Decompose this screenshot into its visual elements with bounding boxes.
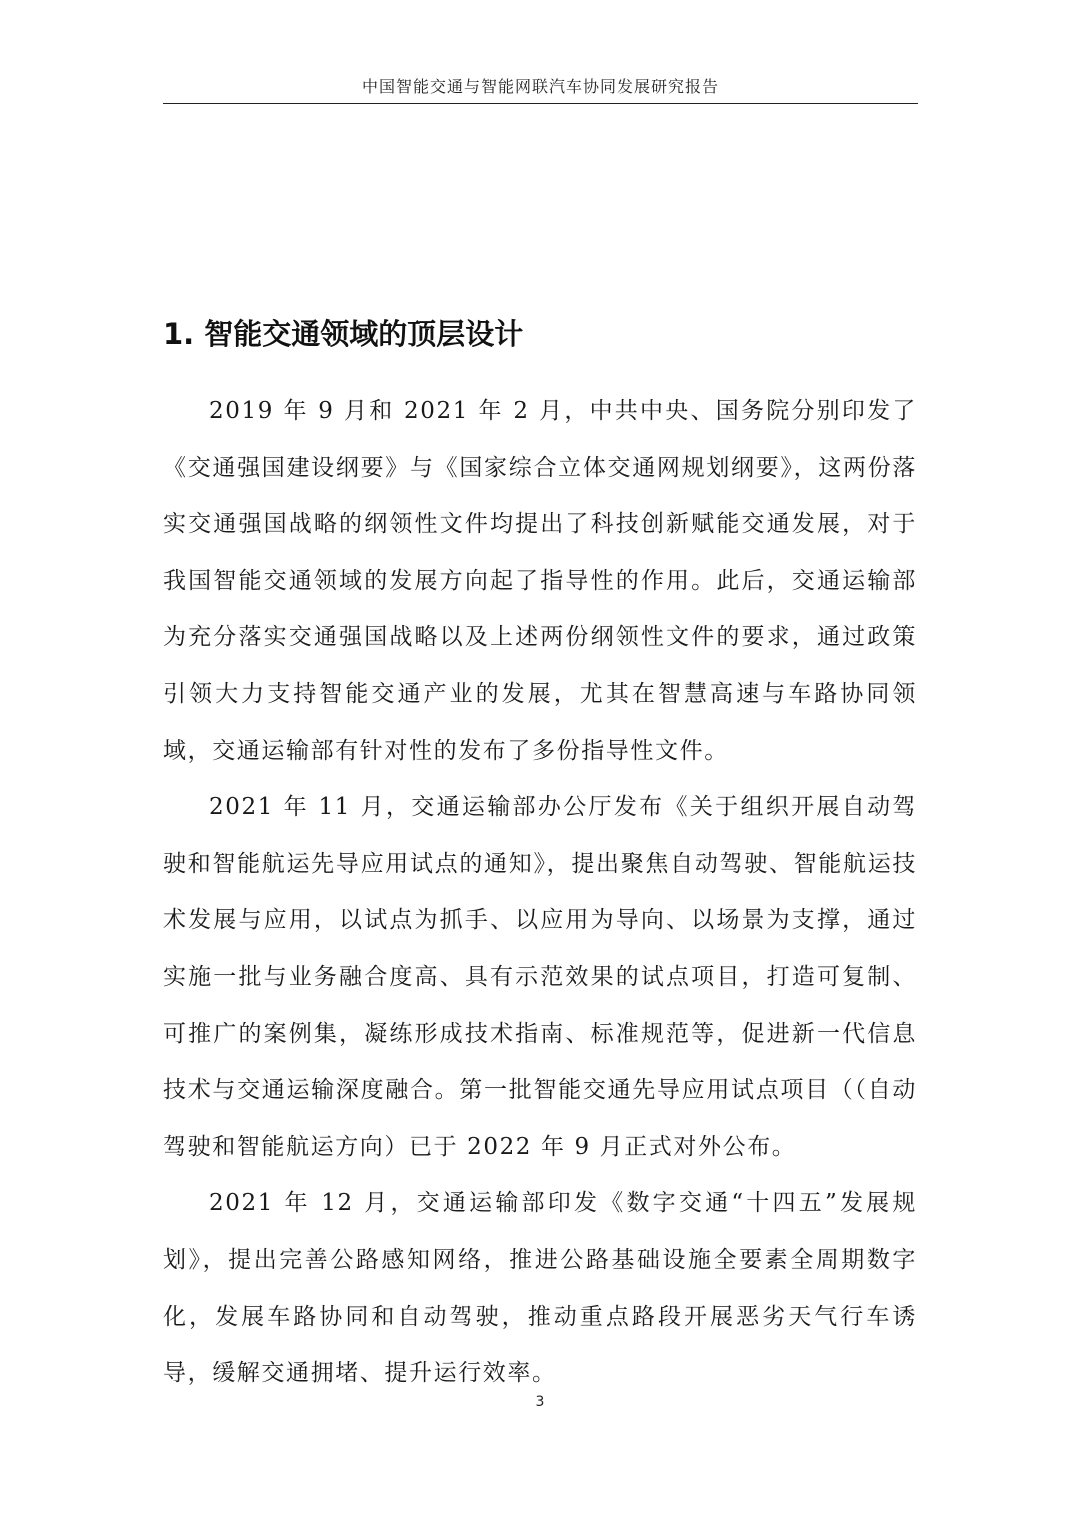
paragraph: 2019 年 9 月和 2021 年 2 月，中共中央、国务院分别印发了《交通强国建设纲要》与《国家综合立体交通网规划纲要》，这两份落实交通强国战略的纲领性文件均提出了科技创新赋能交通发展，对于我国智能交通领域的发展方向起了指导性的作用。此后，交通运输部为充分落实交通强国战略以及上述两份纲领性文件的要求，通过政策引领大力支持智能交通产业的发展，尤其在智慧高速与车路协同领域，交通运输部有针对性的发布了多份指导性文件。 <box>163 398 917 764</box>
page-number: 3 <box>535 1394 545 1410</box>
header-divider <box>163 103 918 104</box>
paragraph: 2021 年 12 月，交通运输部印发《数字交通“十四五”发展规划》，提出完善公路感知网络，推进公路基础设施全要素全周期数字化，发展车路协同和自动驾驶，推动重点路段开展恶劣天气行车诱导，缓解交通拥堵、提升运行效率。 <box>163 1190 917 1387</box>
body-text <box>163 383 917 1402</box>
page-header-title: 中国智能交通与智能网联汽车协同发展研究报告 <box>361 77 719 96</box>
section-heading: 1. 智能交通领域的顶层设计 <box>163 317 524 351</box>
paragraph: 2021 年 11 月，交通运输部办公厅发布《关于组织开展自动驾驶和智能航运先导应用试点的通知》，提出聚焦自动驾驶、智能航运技术发展与应用，以试点为抓手、以应用为导向、以场景为支撑，通过实施一批与业务融合度高、具有示范效果的试点项目，打造可复制、可推广的案例集，凝练形成技术指南、标准规范等，促进新一代信息技术与交通运输深度融合。第一批智能交通先导应用试点项目（（自动驾驶和智能航运方向）已于 2022 年 9 月正式对外公布。 <box>163 794 917 1160</box>
